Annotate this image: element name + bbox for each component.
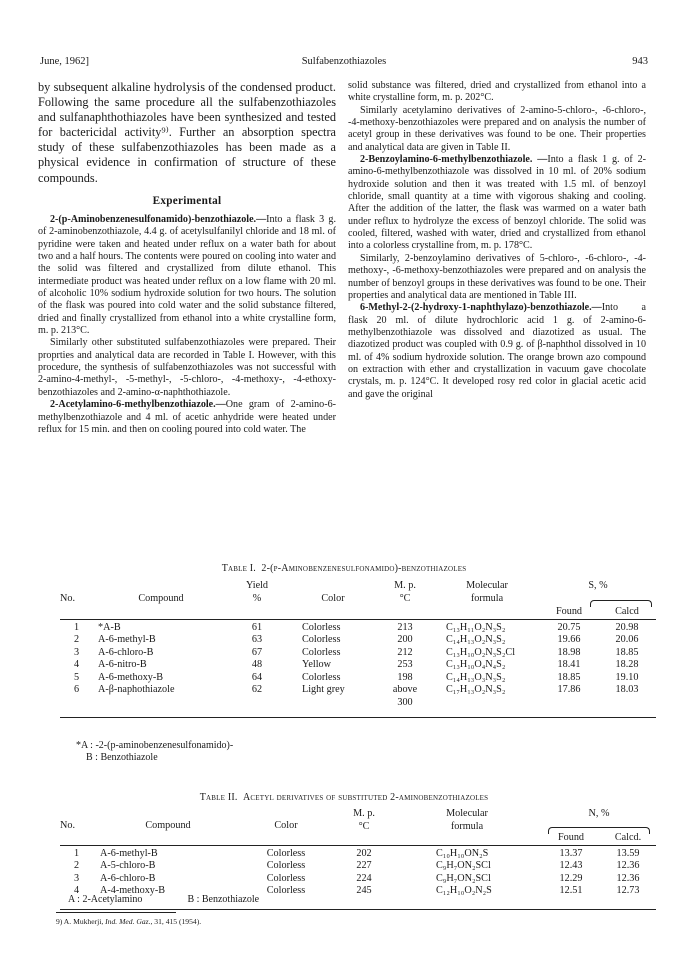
header-title: Sulfabenzothiazoles (301, 56, 387, 67)
table2-header-formula: Molecular (446, 808, 488, 819)
table2-cell-found: 13.37 (559, 847, 583, 859)
table1-cell-found: 18.98 (557, 646, 581, 658)
table1-cell-found: 19.66 (557, 634, 581, 646)
table1-header-calcd: Calcd (615, 605, 639, 617)
table2-header-no: No. (60, 819, 75, 831)
paragraph-acetylamino-derivatives: Similarly acetylamino derivatives of 2-amino-5-chloro-, -6-chloro-, -4-methoxy-benzothiazoles were prepared and on analysis the number of acetyl group in these derivatives was found to be one. Their properties and analytical data are given in Table II. (348, 104, 646, 153)
table2-header-formula-line2: formula (450, 821, 484, 832)
table1-cell-color: Light grey (302, 684, 345, 696)
footnote-journal: Ind. Med. Gaz. (105, 917, 151, 926)
table-row (60, 848, 656, 861)
table2 (60, 808, 656, 898)
table1-cell-compound: A-6-methyl-B (98, 634, 156, 646)
table1-cell-found: 18.41 (557, 659, 581, 671)
table1-header-row (60, 580, 656, 593)
table2-cell-mp: 224 (356, 872, 372, 884)
table-row (60, 873, 656, 886)
table2-cell-calcd: 12.73 (616, 885, 640, 897)
footnote-separator (56, 912, 176, 913)
table-row (60, 647, 656, 660)
table1-cell-yield: 63 (251, 634, 263, 646)
paragraph-continuation: solid substance was filtered, dried and crystallized from ethanol into a white crystalline form, m. p. 202°C. (348, 80, 646, 104)
table1-cell-calcd: 20.06 (615, 634, 639, 646)
table1-header-mp: M. p. (394, 580, 416, 591)
table1-cell-mp: 213 (397, 621, 413, 633)
table1-cell-yield: 67 (251, 646, 263, 658)
table1-header-color: Color (321, 592, 345, 604)
table2-cell-no: 3 (74, 872, 80, 884)
table1-cell-mp-line1: above (392, 684, 418, 696)
table1-cell-no: 4 (74, 659, 80, 671)
table-row (60, 684, 656, 709)
paragraph-body: Into a flask 1 g. of 2-amino-6-methylbenzothiazole was dissolved in 10 ml. of 20% sodium hydroxide solution and then it was treated with 1.5 ml. of benzoyl chloride, small quantity at a time with vigorous shaking and cooling. After the addition of the latter, the flask was warmed on a water bath under reflux to hydrolyze the excess of benzoyl chloride. The solid was cooled, filtered, washed with water, dried and crystallized from ethanol into a colorless crystalline from, m. p. 178°C. (348, 154, 647, 252)
table1-cell-compound: A-6-chloro-B (98, 646, 154, 658)
table1-cell-yield: 64 (251, 671, 263, 683)
table2-note-b: B : Benzothiazole (187, 894, 260, 905)
table2-cell-formula: C₁₂H₁₀O₂N₂S (436, 885, 492, 897)
table-row (60, 672, 656, 685)
footnote-rest: , 31, 415 (1954). (150, 917, 202, 926)
table2-cell-calcd: 12.36 (616, 872, 640, 884)
table1-footnote (76, 740, 233, 764)
table1-cell-no: 5 (74, 671, 80, 683)
table2-cell-formula: C₉H₇ON₂SCl (436, 860, 491, 872)
table2-cell-calcd: 13.59 (616, 847, 640, 859)
table1-cell-color: Colorless (302, 621, 341, 633)
table1-header-yield-unit: % (252, 593, 262, 604)
table1-cell-formula: C₁₃H₁₁O₂N₃S₂ (446, 621, 506, 633)
table1-header-s: S, % (588, 580, 608, 591)
table1-cell-no: 2 (74, 634, 80, 646)
table1-header-no: No. (60, 592, 75, 604)
table1-cell-calcd: 18.85 (615, 646, 639, 658)
table1-cell-color: Yellow (302, 659, 331, 671)
table2-cell-color: Colorless (266, 872, 306, 884)
paragraph-similarly-sulfabenzothiazoles: Similarly other substituted sulfabenzothiazoles were prepared. Their proprties and analytical data are recorded in Table I. However, with this procedure, the synthesis of sulfabenzothiazoles was not successful with 2-amino-4-methyl-, -5-methyl-, -5-chloro-, -4-methoxy-, -4-ethoxy-benzothiazoles and 2-amino-α-naphthothiazole. (38, 337, 336, 398)
table1-header-yield: Yield (245, 580, 269, 591)
table2-footnote (68, 894, 628, 906)
table2-cell-no: 4 (74, 885, 80, 897)
table1-cell-yield: 62 (251, 684, 263, 696)
table1-cell-mp: 253 (397, 659, 413, 671)
table2-header-compound: Compound (145, 819, 191, 831)
paragraph-naphthylazo (348, 302, 646, 401)
table1-cell-found: 17.86 (557, 684, 581, 696)
table2-cell-calcd: 12.36 (616, 860, 640, 872)
paragraph-benzoylamino-derivatives: Similarly, 2-benzoylamino derivatives of 5-chloro-, -6-chloro-, -4-methoxy-, -6-methoxy-benzothiazoles were prepared and on analysis the number of benzoyl groups in these derivatives was found to be one. Their properties and analytical data are mentioned in Table III. (348, 252, 646, 301)
table1-cell-formula: C₁₄H₁₃O₂N₃S₂ (446, 634, 506, 646)
table1-cell-no: 6 (74, 684, 80, 696)
table1-header-mp-unit: °C (399, 593, 411, 604)
table1-header-formula: Molecular (466, 580, 508, 591)
table2-header-calcd: Calcd. (614, 831, 642, 843)
table2-cell-compound: A-6-methyl-B (100, 847, 158, 859)
right-column (348, 80, 646, 401)
table2-cell-color: Colorless (266, 885, 306, 897)
table1-cell-compound: A-6-nitro-B (98, 659, 147, 671)
table-row (60, 622, 656, 635)
footnote (56, 917, 201, 926)
footnote-ref: 9) A. Mukherji, (56, 917, 106, 926)
table2-cell-found: 12.43 (559, 860, 583, 872)
table1-cell-mp (376, 684, 434, 709)
table2-note-a: A : 2-Acetylamino (68, 894, 143, 905)
table1-header-found: Found (555, 605, 583, 617)
table1-header-formula-line2: formula (470, 593, 504, 604)
table1-cell-compound: A-6-methoxy-B (98, 671, 164, 683)
table2-cell-mp: 227 (356, 860, 372, 872)
table2-header-found: Found (557, 831, 585, 843)
table1-note-a: *A : -2-(p-aminobenzenesulfonamido)- (76, 740, 234, 751)
paragraph-title: 2-Benzoylamino-6-methylbenzothiazole. — (360, 154, 548, 166)
table1-cell-mp: 200 (397, 634, 413, 646)
table1-label: Table I. (221, 563, 257, 574)
table2-label: Table II. (199, 792, 238, 803)
paragraph-title: 2-(p-Aminobenzenesulfonamido)-benzothiazole.— (50, 214, 267, 225)
table2-cell-compound: A-5-chloro-B (100, 860, 156, 872)
paragraph-sulfonamido-benzothiazole (38, 214, 336, 337)
table2-cell-color: Colorless (266, 860, 306, 872)
table1-cell-calcd: 20.98 (615, 621, 639, 633)
table1-cell-color: Colorless (302, 634, 341, 646)
table2-header-row (60, 808, 656, 821)
table2-cell-found: 12.51 (559, 885, 583, 897)
table1-cell-color: Colorless (302, 671, 341, 683)
table2-cell-found: 12.29 (559, 872, 583, 884)
table1 (60, 580, 656, 710)
table1-caption (40, 563, 648, 574)
table1-cell-found: 18.85 (557, 671, 581, 683)
table2-caption (40, 792, 648, 803)
paragraph-body: Into a flask 20 ml. of dilute hydrochloric acid 1 g. of 2-amino-6-methylbenzothiazole was dissolved and diazotized as usual. The diazotized product was coupled with 0.9 g. of β-naphthol dissolved in 10 ml. of 4% sodium hydroxide solution. The orange brown azo compound on extraction with ether and crystallization in vacuum gave chocolate crystals, m. p. 124°C. It developed rosy red color in glacial acetic acid and gave the original (348, 302, 646, 400)
paragraph-body: One gram of 2-amino-6-methylbenzothiazole and 4 ml. of acetic anhydride were heated under reflux for 15 min. and then on cooling poured into cold water. The (38, 399, 336, 435)
page-number: 943 (632, 56, 648, 67)
table1-cell-formula: C₁₃H₁₀O₄N₄S₂ (446, 659, 506, 671)
table1-note-b: B : Benzothiazole (86, 752, 158, 763)
table1-cell-compound: *A-B (98, 621, 121, 633)
table1-cell-calcd: 18.03 (615, 684, 639, 696)
table1-cell-mp: 212 (397, 646, 413, 658)
table2-cell-no: 2 (74, 860, 80, 872)
table1-cell-color: Colorless (302, 646, 341, 658)
intro-paragraph: by subsequent alkaline hydrolysis of the condensed product. Following the same procedure all the sulfabenzothiazoles and sulfanaphthothiazoles have been synthesized and tested for bactericidal activity⁹⁾. Further an absorption spectra study of these sulfabenzothiazoles has been made as a physical evidence in confirmation of structure of these compounds. (38, 80, 336, 185)
paragraph-title: 6-Methyl-2-(2-hydroxy-1-naphthylazo)-benzothiazole.— (360, 302, 602, 314)
table1-cell-yield: 61 (251, 621, 263, 633)
table2-cell-compound: A-6-chloro-B (100, 872, 156, 884)
paragraph-title: 2-Acetylamino-6-methylbenzothiazole.— (50, 399, 226, 411)
table2-cell-compound: A-4-methoxy-B (100, 885, 166, 897)
table1-cell-formula: C₁₃H₁₀O₂N₃S₂Cl (446, 646, 516, 658)
table1-cell-no: 3 (74, 646, 80, 658)
table-row (60, 860, 656, 873)
paragraph-benzoylamino (348, 154, 646, 253)
table1-cell-formula: C₁₄H₁₃O₃N₃S₂ (446, 671, 506, 683)
running-header (40, 56, 648, 70)
table2-cell-mp: 202 (356, 847, 372, 859)
table1-cell-calcd: 19.10 (615, 671, 639, 683)
table1-cell-formula: C₁₇H₁₃O₂N₃S₂ (446, 684, 506, 696)
table1-cell-mp-line2: 300 (397, 697, 413, 709)
table2-cell-color: Colorless (266, 847, 306, 859)
paragraph-body: Into a flask 3 g. of 2-aminobenzothiazole, 4.4 g. of acetylsulfanilyl chloride and 18 ml. of pyridine were taken and heated under reflux on a water bath for about two and a half hours. The contents were poured on cooling into water and the solid was filtered and crystallized from dilute ethanol. This intermediate product was heated under reflux on a low flame with 20 ml. of alcoholic 10% sodium hydroxide solution for two hours. The solution of the flask was poured into cold water and the solid substance filtered, dried and finally crystallized from ethanol into a white crystalline form, m. p. 213°C. (38, 214, 336, 337)
table1-header-compound: Compound (138, 592, 184, 604)
table1-cell-found: 20.75 (557, 621, 581, 633)
table2-header-color: Color (274, 819, 298, 831)
section-heading-experimental: Experimental (152, 194, 222, 207)
table2-header-mp: M. p. (353, 808, 375, 819)
table2-cell-mp: 245 (356, 885, 372, 897)
table2-cell-formula: C₉H₇ON₂SCl (436, 872, 491, 884)
table1-cell-yield: 48 (251, 659, 263, 671)
left-column (38, 80, 336, 436)
header-date: June, 1962] (40, 56, 89, 67)
table2-cell-no: 1 (74, 847, 80, 859)
paragraph-acetylamino (38, 399, 336, 436)
table2-cell-formula: C₁₀H₁₀ON₂S (436, 847, 489, 859)
table-row (60, 634, 656, 647)
table2-header-n: N, % (588, 808, 610, 819)
table1-title: 2-(p-Aminobenzenesulfonamido)-benzothiazoles (261, 563, 467, 574)
table2-title: Acetyl derivatives of substituted 2-aminobenzothiazoles (243, 792, 489, 803)
table1-cell-calcd: 18.28 (615, 659, 639, 671)
table-row (60, 659, 656, 672)
table2-header-mp-unit: °C (358, 821, 370, 832)
table2-bottom-rule (60, 909, 656, 910)
table1-cell-compound: A-β-naphothiazole (98, 684, 175, 696)
table1-bottom-rule (60, 717, 656, 718)
table1-cell-no: 1 (74, 621, 80, 633)
table1-cell-mp: 198 (397, 671, 413, 683)
